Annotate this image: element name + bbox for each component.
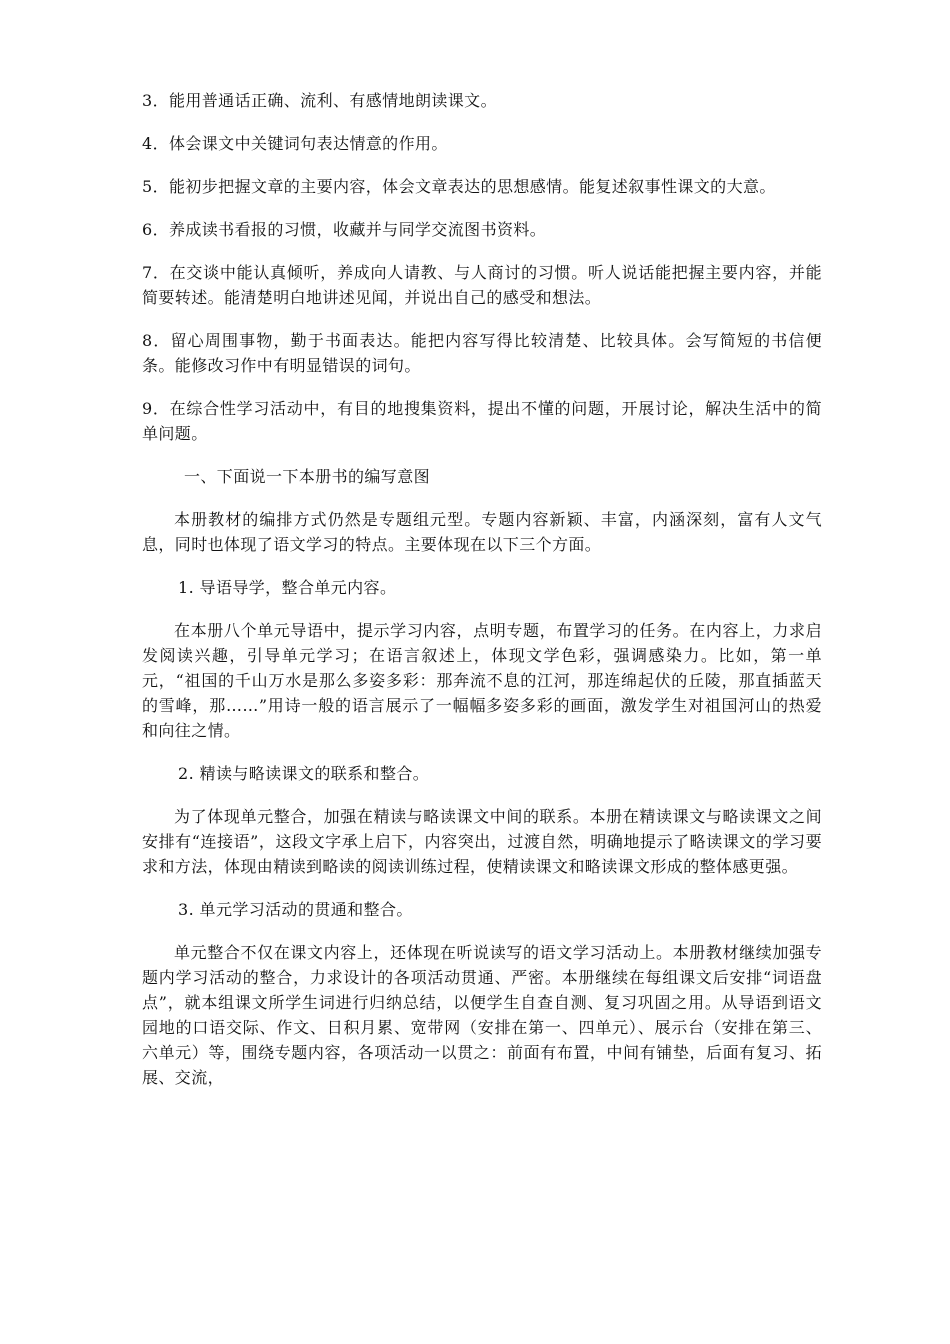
goal-item-4: 4．体会课文中关键词句表达情意的作用。 <box>142 134 448 153</box>
goal-item-6: 6．养成读书看报的习惯，收藏并与同学交流图书资料。 <box>142 220 547 239</box>
point-1-title: 1. 导语导学，整合单元内容。 <box>178 578 397 597</box>
point-3-title: 3. 单元学习活动的贯通和整合。 <box>178 900 413 919</box>
goal-item-5: 5．能初步把握文章的主要内容，体会文章表达的思想感情。能复述叙事性课文的大意。 <box>142 177 776 196</box>
point-2-title: 2. 精读与略读课文的联系和整合。 <box>178 764 430 783</box>
point-3-body: 单元整合不仅在课文内容上，还体现在听说读写的语文学习活动上。本册教材继续加强专题内学习活动的整合，力求设计的各项活动贯通、严密。本册继续在每组课文后安排“词语盘点”，就本组课文所学生词进行归纳总结，以便学生自查自测、复习巩固之用。从导语到语文园地的口语交际、作文、日积月累、宽带网（安排在第一、四单元）、展示台（安排在第三、六单元）等，围绕专题内容，各项活动一以贯之：前面有布置，中间有铺垫，后面有复习、拓展、交流， <box>142 943 822 1087</box>
goal-item-7: 7．在交谈中能认真倾听，养成向人请教、与人商讨的习惯。听人说话能把握主要内容，并能简要转述。能清楚明白地讲述见闻，并说出自己的感受和想法。 <box>142 263 822 307</box>
section-intro: 本册教材的编排方式仍然是专题组元型。专题内容新颖、丰富，内涵深刻，富有人文气息，同时也体现了语文学习的特点。主要体现在以下三个方面。 <box>142 510 822 554</box>
goal-item-8: 8．留心周围事物，勤于书面表达。能把内容写得比较清楚、比较具体。会写简短的书信便条。能修改习作中有明显错误的词句。 <box>142 331 822 375</box>
document-page <box>142 88 822 1108</box>
section-heading: 一、下面说一下本册书的编写意图 <box>184 467 431 486</box>
point-2-body: 为了体现单元整合，加强在精读与略读课文中间的联系。本册在精读课文与略读课文之间安排有“连接语”，这段文字承上启下，内容突出，过渡自然，明确地提示了略读课文的学习要求和方法，体现由精读到略读的阅读训练过程，使精读课文和略读课文形成的整体感更强。 <box>142 807 822 876</box>
goal-item-9: 9．在综合性学习活动中，有目的地搜集资料，提出不懂的问题，开展讨论，解决生活中的简单问题。 <box>142 399 822 443</box>
goal-item-3: 3．能用普通话正确、流利、有感情地朗读课文。 <box>142 91 497 110</box>
point-1-body: 在本册八个单元导语中，提示学习内容，点明专题，布置学习的任务。在内容上，力求启发阅读兴趣，引导单元学习；在语言叙述上，体现文学色彩，强调感染力。比如，第一单元，“祖国的千山万水是那么多姿多彩：那奔流不息的江河，那连绵起伏的丘陵，那直插蓝天的雪峰，那……”用诗一般的语言展示了一幅幅多姿多彩的画面，激发学生对祖国河山的热爱和向往之情。 <box>142 621 822 740</box>
